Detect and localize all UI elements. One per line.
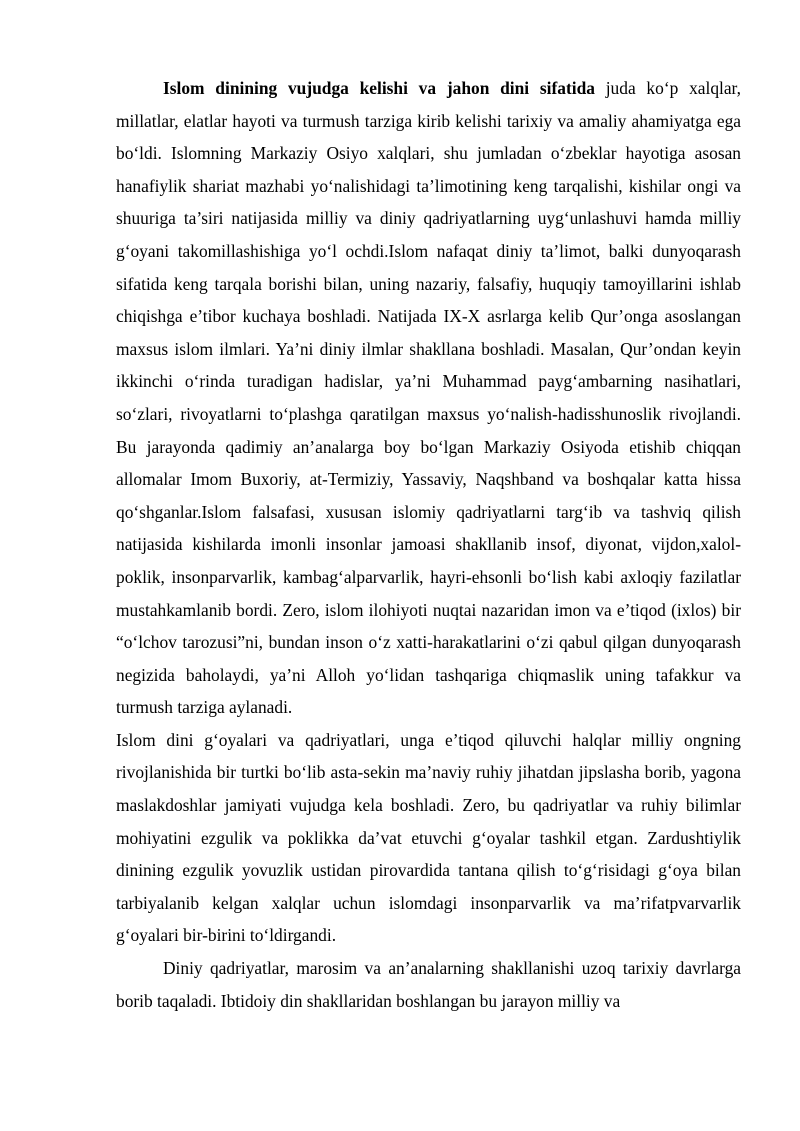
paragraph-1-text: juda ko‘p xalqlar, millatlar, elatlar hayoti va turmush tarziga kirib kelishi tarixiy va amaliy ahamiyatga ega bo‘ldi. Islomning Markaziy Osiyo xalqlari, shu jumladan o‘zbeklar hayotiga asosan hanafiylik shariat mazhabi yo‘nalishidagi ta’limotining keng tarqalishi, kishilar ongi va shuuriga ta’siri natijasida milliy va diniy qadriyatlarning uyg‘unlashuvi hamda milliy g‘oyani takomillashishiga yo‘l ochdi.Islom nafaqat diniy ta’limot, balki dunyoqarash sifatida keng tarqala borishi bilan, uning nazariy, falsafiy, huquqiy tamoyillarini ishlab chiqishga e’tibor kuchaya boshladi. Natijada IX-X asrlarga kelib Qur’onga asoslangan maxsus islom ilmlari. Ya’ni diniy ilmlar shakllana boshladi. Masalan, Qur’ondan keyin ikkinchi o‘rinda turadigan hadislar, ya’ni Muhammad payg‘ambarning nasihatlari, so‘zlari, rivoyatlarni to‘plashga qaratilgan maxsus yo‘nalish-hadisshunoslik rivojlandi. Bu jarayonda qadimiy an’analarga boy bo‘lgan Markaziy Osiyoda etishib chiqqan allomalar Imom Buxoriy, at-Termiziy, Yassaviy, Naqshband va boshqalar katta hissa qo‘shganlar.Islom falsafasi, xususan islomiy qadriyatlarni targ‘ib va tashviq qilish natijasida kishilarda imonli insonlar jamoasi shakllanib insof, diyonat, vijdon,xalol-poklik, insonparvarlik, kambag‘alparvarlik, hayri-ehsonli bo‘lish kabi axloqiy fazilatlar mustahkamlanib bordi. Zero, islom ilohiyoti nuqtai nazaridan imon va e’tiqod (ixlos) bir “o‘lchov tarozusi”ni, bundan inson o‘z xatti-harakatlarini o‘zi qabul qilgan dunyoqarash negizida baholaydi, ya’ni Alloh yo‘lidan tashqariga chiqmaslik uning tafakkur va turmush tarziga aylanadi. xyxy=(116,78,742,718)
paragraph-3: Diniy qadriyatlar, marosim va an’analarning shakllanishi uzoq tarixiy davrlarga borib taqaladi. Ibtidoiy din shakllaridan boshlangan bu jarayon milliy va xyxy=(116,958,741,1011)
paragraph-2: Islom dini g‘oyalari va qadriyatlari, unga e’tiqod qiluvchi halqlar milliy ongning rivojlanishida bir turtki bo‘lib asta-sekin ma’naviy ruhiy jihatdan jipslasha borib, yagona maslakdoshlar jamiyati vujudga kela boshladi. Zero, bu qadriyatlar va ruhiy bilimlar mohiyatini ezgulik va poklikka da’vat etuvchi g‘oyalar tashkil etgan. Zardushtiylik dinining ezgulik yovuzlik ustidan pirovardida tantana qilish to‘g‘risidagi g‘oya bilan tarbiyalanib kelgan xalqlar uchun islomdagi insonparvarlik va ma’rifatpvarvarlik g‘oyalari bir-birini to‘ldirgandi. xyxy=(116,729,741,946)
body-text xyxy=(116,72,741,1017)
paragraph-1 xyxy=(116,72,741,724)
paragraph-1-bold-lead: Islom dinining vujudga kelishi va jahon dini sifatida xyxy=(163,78,595,98)
